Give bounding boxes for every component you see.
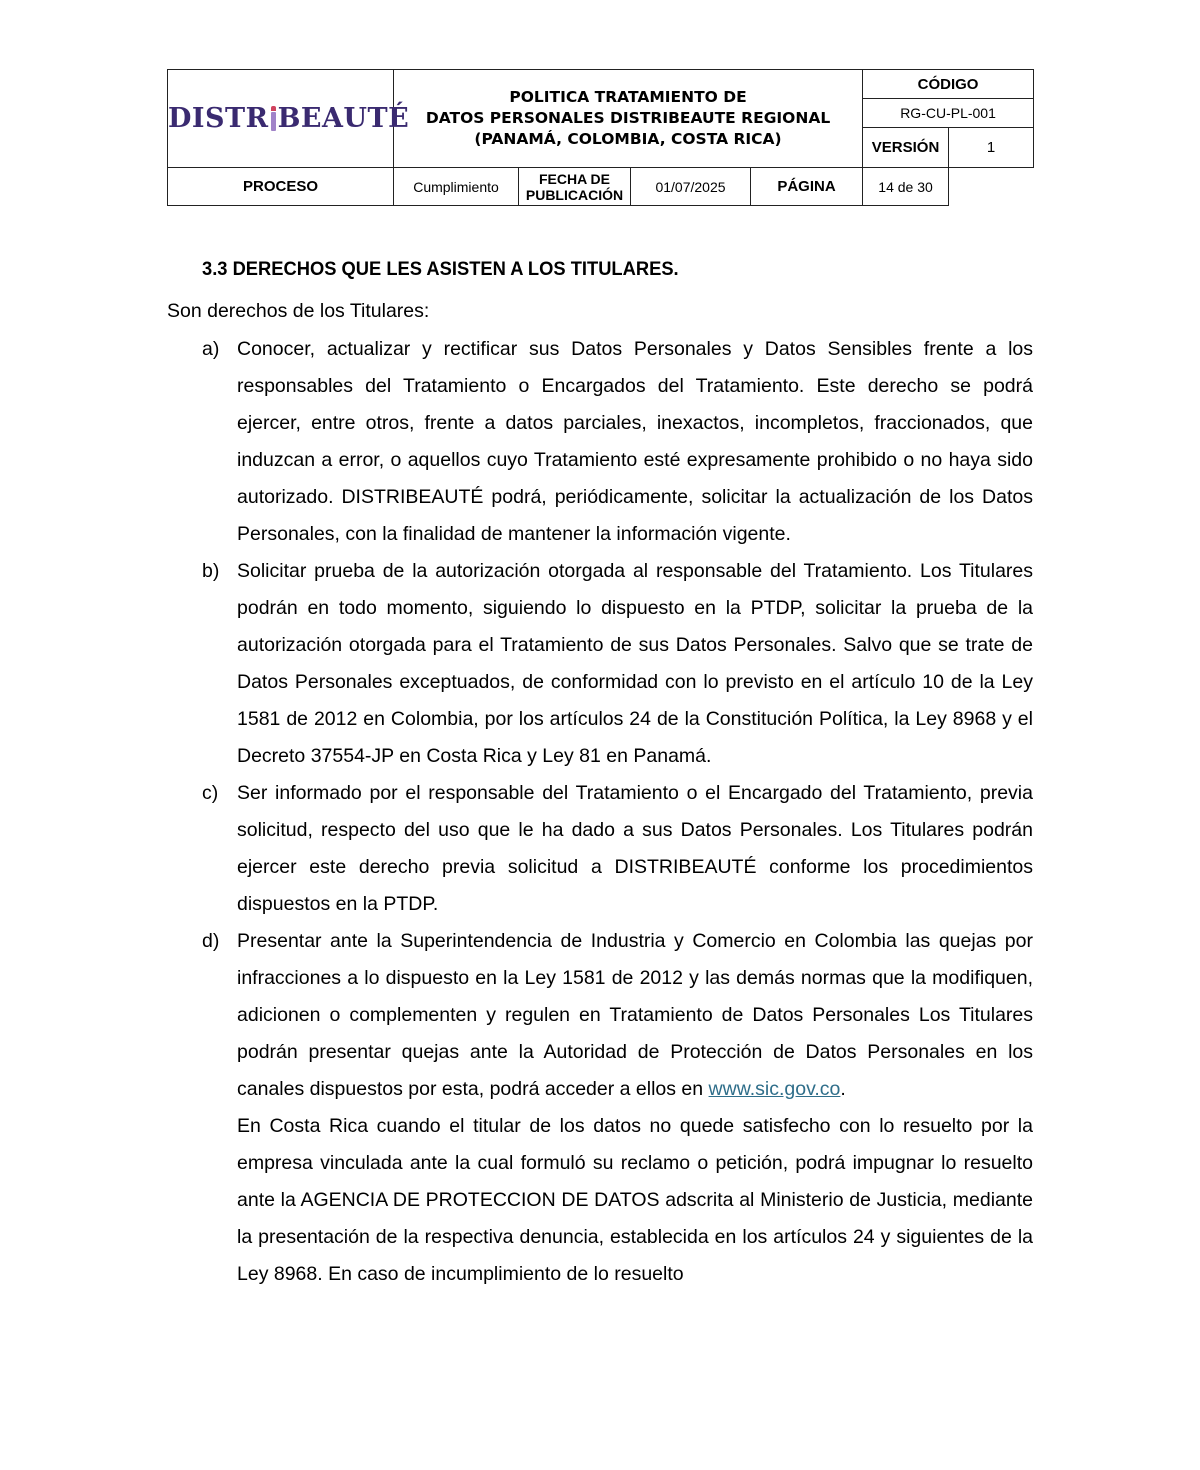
rights-list — [167, 331, 1033, 1293]
sic-website-link[interactable]: www.sic.gov.co — [708, 1078, 841, 1100]
pagina-value: 14 de 30 — [863, 168, 949, 206]
list-marker: c) — [202, 782, 219, 804]
lipstick-icon — [271, 112, 276, 131]
list-item-text: Presentar ante la Superintendencia de Industria y Comercio en Colombia las quejas por infracciones a lo dispuesto en la Ley 1581 de 2012 y las demás normas que la modifiquen, adicionen o complementen y regulen en Tratamiento de Datos Personales Los Titulares podrán presentar quejas ante la Autoridad de Protección de Datos Personales en los canales dispuestos por esta, podrá acceder a ellos en — [237, 930, 1033, 1100]
list-marker: d) — [202, 930, 220, 952]
version-label: VERSIÓN — [863, 128, 949, 168]
list-marker: b) — [202, 560, 220, 582]
list-item — [167, 331, 1033, 553]
list-item-text: Solicitar prueba de la autorización otorgada al responsable del Tratamiento. Los Titulares podrán en todo momento, siguiendo lo dispuesto en la PTDP, solicitar la prueba de la autorización otorgada para el Tratamiento de sus Datos Personales. Salvo que se trate de Datos Personales exceptuados, de conformidad con lo previsto en el artículo 10 de la Ley 1581 de 2012 en Colombia, por los artículos 24 de la Constitución Política, la Ley 8968 y el Decreto 37554-JP en Costa Rica y Ley 81 en Panamá. — [237, 560, 1033, 767]
fecha-publicacion-value: 01/07/2025 — [631, 168, 751, 206]
document-title: POLITICA TRATAMIENTO DE DATOS PERSONALES DISTRIBEAUTE REGIONAL (PANAMÁ, COLOMBIA, COSTA RICA) — [394, 70, 863, 168]
company-logo: DISTR BEAUTÉ — [168, 103, 410, 134]
document-header-table — [167, 69, 1034, 206]
list-item-text: Conocer, actualizar y rectificar sus Datos Personales y Datos Sensibles frente a los responsables del Tratamiento o Encargados del Tratamiento. Este derecho se podrá ejercer, entre otros, frente a datos parciales, inexactos, incompletos, fraccionados, que induzcan a error, o aquellos cuyo Tratamiento esté expresamente prohibido o no haya sido autorizado. DISTRIBEAUTÉ podrá, periódicamente, solicitar la actualización de los Datos Personales, con la finalidad de mantener la información vigente. — [237, 338, 1033, 545]
list-item-text: Ser informado por el responsable del Tratamiento o el Encargado del Tratamiento, previa solicitud, respecto del uso que le ha dado a sus Datos Personales. Los Titulares podrán ejercer este derecho previa solicitud a DISTRIBEAUTÉ conforme los procedimientos dispuestos en la PTDP. — [237, 782, 1033, 915]
list-marker: a) — [202, 338, 220, 360]
codigo-value: RG-CU-PL-001 — [863, 99, 1034, 128]
list-item — [167, 553, 1033, 775]
section-heading: 3.3 DERECHOS QUE LES ASISTEN A LOS TITULARES. — [202, 258, 679, 280]
fecha-publicacion-label: FECHA DE PUBLICACIÓN — [519, 168, 631, 206]
continuation-paragraph: En Costa Rica cuando el titular de los datos no quede satisfecho con lo resuelto por la empresa vinculada ante la cual formuló su reclamo o petición, podrá impugnar lo resuelto ante la AGENCIA DE PROTECCION DE DATOS adscrita al Ministerio de Justicia, mediante la presentación de la respectiva denuncia, establecida en los artículos 24 y siguientes de la Ley 8968. En caso de incumplimiento de lo resuelto — [237, 1115, 1033, 1285]
list-item — [167, 775, 1033, 923]
pagina-label: PÁGINA — [751, 168, 863, 206]
section-intro: Son derechos de los Titulares: — [167, 300, 430, 322]
list-item: d) Presentar ante la Superintendencia de Industria y Comercio en Colombia las quejas por infracciones a lo dispuesto en la Ley 1581 de 2012 y las demás normas que la modifiquen, adicionen o complementen y regulen en Tratamiento de Datos Personales Los Titulares podrán presentar quejas ante la Autoridad de Protección de Datos Personales en los canales dispuestos por esta, podrá acceder a ellos en www.sic.gov.co. — [167, 923, 1033, 1108]
proceso-value: Cumplimiento — [394, 168, 519, 206]
proceso-label: PROCESO — [168, 168, 394, 206]
logo-cell — [168, 70, 410, 168]
codigo-label: CÓDIGO — [863, 70, 1034, 99]
version-value: 1 — [949, 128, 1034, 168]
